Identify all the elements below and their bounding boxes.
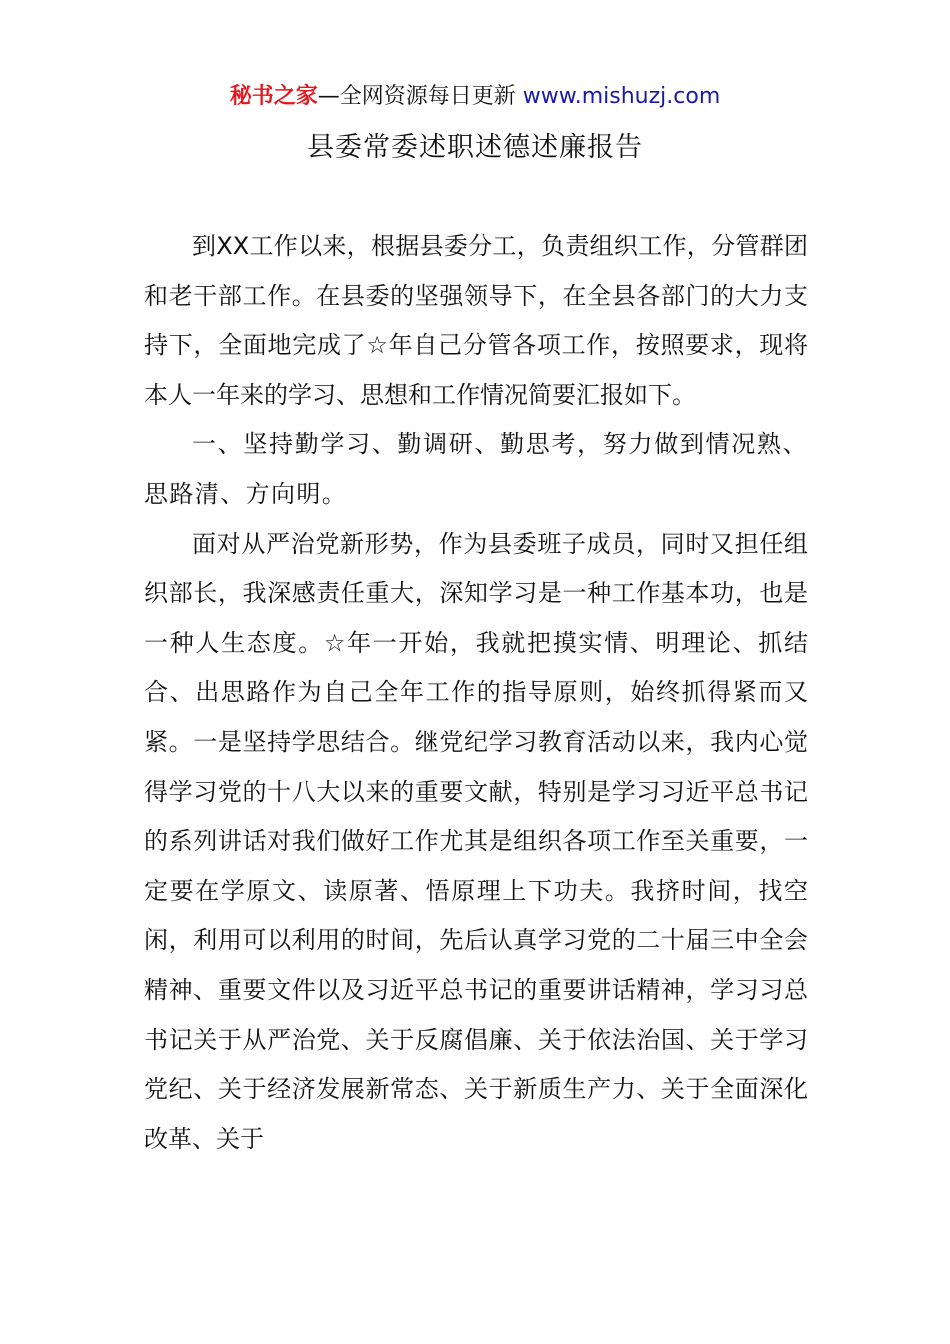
- document-body: [144, 222, 808, 1164]
- document-title: 县委常委述职述德述廉报告: [307, 132, 643, 163]
- paragraph-study: 面对从严治党新形势，作为县委班子成员，同时又担任组织部长，我深感责任重大，深知学习是一种工作基本功，也是一种人生态度。☆年一开始，我就把摸实情、明理论、抓结合、出思路作为自己全年工作的指导原则，始终抓得紧而又紧。一是坚持学思结合。继党纪学习教育活动以来，我内心觉得学习党的十八大以来的重要文献，特别是学习习近平总书记的系列讲话对我们做好工作尤其是组织各项工作至关重要，一定要在学原文、读原著、悟原理上下功夫。我挤时间，找空闲，利用可以利用的时间，先后认真学习党的二十届三中全会精神、重要文件以及习近平总书记的重要讲话精神，学习习总书记关于从严治党、关于反腐倡廉、关于依法治国、关于学习党纪、关于经济发展新常态、关于新质生产力、关于全面深化改革、关于: [144, 529, 808, 1153]
- site-url-link[interactable]: www.mishuzj.com: [522, 84, 721, 109]
- header-tagline: —全网资源每日更新: [317, 84, 516, 109]
- section-heading-1: 一、坚持勤学习、勤调研、勤思考，努力做到情况熟、思路清、方向明。: [144, 430, 808, 508]
- site-header: [0, 80, 950, 114]
- paragraph-intro: 到XX工作以来，根据县委分工，负责组织工作，分管群团和老干部工作。在县委的坚强领导下，在全县各部门的大力支持下，全面地完成了☆年自己分管各项工作，按照要求，现将本人一年来的学习、思想和工作情况简要汇报如下。: [144, 232, 808, 409]
- brand-name: 秘书之家: [229, 84, 318, 109]
